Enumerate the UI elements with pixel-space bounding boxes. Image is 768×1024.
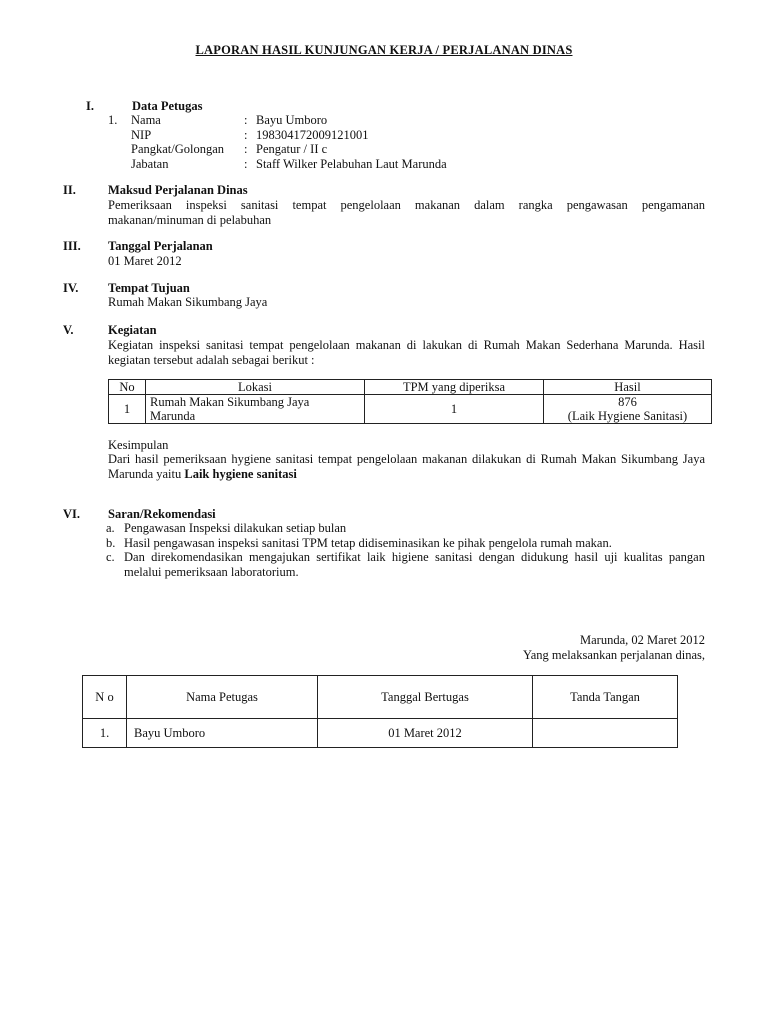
officer-row-rank (131, 142, 447, 157)
cell-tpm: 1 (365, 395, 544, 424)
hasil-score: 876 (618, 395, 637, 409)
field-label: Nama (131, 113, 161, 127)
field-value: 198304172009121001 (256, 127, 369, 142)
section-5-text: Kegiatan inspeksi sanitasi tempat pengelolaan makanan di lakukan di Rumah Makan Sederhana Marunda. Hasil kegiatan tersebut adalah sebagai berikut : (108, 338, 705, 367)
officer-data (131, 113, 447, 171)
section-6-heading: Saran/Rekomendasi (108, 507, 216, 521)
column-header: Nama Petugas (127, 676, 318, 719)
field-label: Jabatan (131, 156, 169, 171)
column-header: No (109, 380, 146, 395)
cell-nama: Bayu Umboro (127, 719, 318, 748)
section-4-text: Rumah Makan Sikumbang Jaya (108, 295, 268, 309)
section-2-number: II. (63, 183, 76, 197)
officer-row-position (131, 157, 447, 172)
section-2-text: Pemeriksaan inspeksi sanitasi tempat pengelolaan makanan dalam rangka pengawasan pengamanan makanan/minuman di pelabuhan (108, 198, 705, 227)
field-label: Pangkat/Golongan (131, 142, 225, 156)
list-marker: a. (106, 521, 115, 535)
section-3-text: 01 Maret 2012 (108, 254, 182, 268)
column-header: TPM yang diperiksa (365, 380, 544, 395)
cell-no: 1 (109, 395, 146, 424)
column-header: Tanda Tangan (533, 676, 678, 719)
field-label: NIP (131, 127, 152, 142)
section-1-heading: Data Petugas (132, 99, 203, 113)
section-4-heading: Tempat Tujuan (108, 281, 190, 295)
section-4-number: IV. (63, 281, 79, 295)
section-5-heading: Kegiatan (108, 323, 157, 337)
cell-hasil (544, 395, 712, 424)
section-1-item-number: 1. (108, 113, 118, 127)
table-row (83, 719, 678, 748)
list-item (106, 521, 705, 536)
field-separator: : (244, 113, 248, 127)
signoff-place-date: Marunda, 02 Maret 2012 (580, 633, 705, 647)
list-text: Pengawasan Inspeksi dilakukan setiap bulan (124, 521, 347, 535)
field-separator: : (244, 127, 248, 142)
conclusion-body: Dari hasil pemeriksaan hygiene sanitasi tempat pengelolaan makanan dilakukan di Rumah Makan Sikumbang Jaya Marunda yaitu (108, 452, 705, 481)
column-header: Lokasi (146, 380, 365, 395)
lokasi-line: Rumah Makan Sikumbang Jaya (150, 395, 310, 409)
list-text: Dan direkomendasikan mengajukan sertifikat laik higiene sanitasi dengan didukung hasil uji kualitas pangan melalui pemeriksaan laboratorium. (124, 550, 705, 579)
list-item (106, 536, 705, 551)
cell-no: 1. (83, 719, 127, 748)
conclusion-result: Laik hygiene sanitasi (184, 466, 297, 481)
officer-table (82, 675, 678, 748)
field-value: Pengatur / II c (256, 142, 328, 156)
table-row (109, 395, 712, 424)
list-item (106, 550, 705, 579)
signoff-line: Yang melaksankan perjalanan dinas, (522, 648, 705, 662)
recommendation-list (106, 521, 705, 579)
officer-table-header (83, 676, 678, 719)
column-header: Tanggal Bertugas (318, 676, 533, 719)
officer-row-nip (131, 128, 447, 143)
cell-lokasi (146, 395, 365, 424)
hasil-status: (Laik Hygiene Sanitasi) (567, 409, 688, 423)
list-text: Hasil pengawasan inspeksi sanitasi TPM tetap didiseminasikan ke pihak pengelola rumah makan. (124, 535, 612, 550)
document-title: LAPORAN HASIL KUNJUNGAN KERJA / PERJALANAN DINAS (195, 43, 573, 57)
section-1-number: I. (86, 99, 94, 113)
field-value: Bayu Umboro (256, 113, 328, 127)
lokasi-line: Marunda (150, 409, 196, 423)
cell-tanggal: 01 Maret 2012 (318, 719, 533, 748)
conclusion-text (108, 452, 705, 481)
section-3-number: III. (63, 239, 81, 253)
field-separator: : (244, 142, 248, 156)
activity-table (108, 379, 712, 424)
list-marker: b. (106, 535, 116, 550)
column-header: N o (83, 676, 127, 719)
officer-row-name (131, 113, 447, 128)
field-separator: : (244, 156, 248, 171)
section-3-heading: Tanggal Perjalanan (108, 239, 213, 253)
section-2-heading: Maksud Perjalanan Dinas (108, 183, 248, 197)
column-header: Hasil (544, 380, 712, 395)
section-6-number: VI. (63, 507, 81, 521)
activity-table-header (109, 380, 712, 395)
list-marker: c. (106, 550, 115, 564)
cell-signature (533, 719, 678, 748)
field-value: Staff Wilker Pelabuhan Laut Marunda (256, 156, 447, 171)
conclusion-label: Kesimpulan (108, 438, 169, 452)
section-5-number: V. (63, 323, 74, 337)
